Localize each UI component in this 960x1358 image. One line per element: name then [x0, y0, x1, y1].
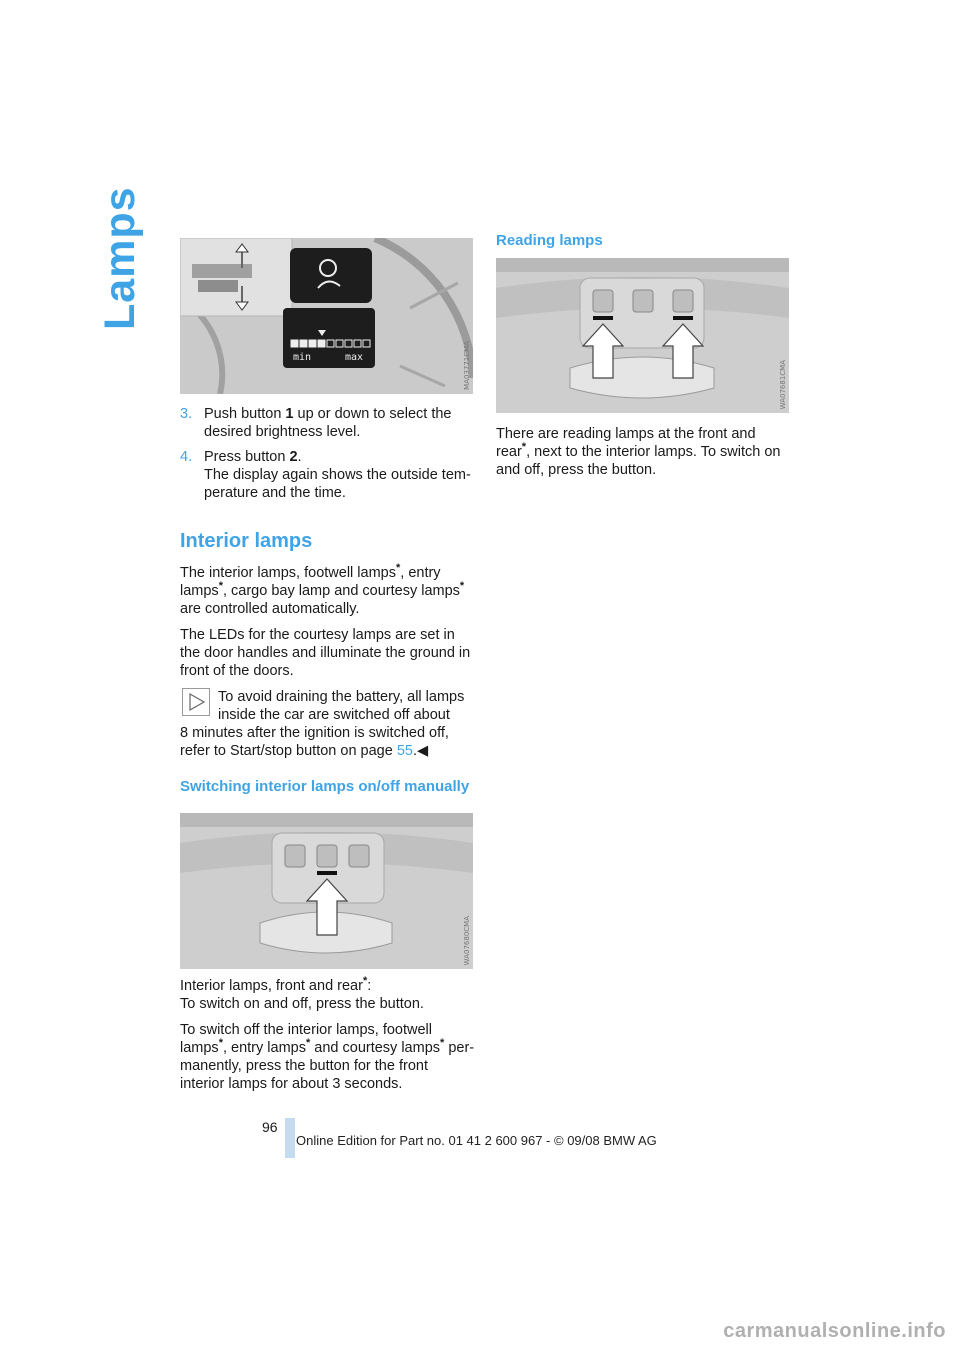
page-link[interactable]: 55 — [396, 743, 413, 759]
reading-lamps-heading: Reading lamps — [496, 232, 603, 249]
figure-code: WA07680CMA — [463, 915, 471, 965]
courtesy-led-paragraph: The LEDs for the courtesy lamps are set in the door handles and illuminate the ground in front of the doors. — [180, 627, 471, 679]
interior-lamp-figure — [180, 813, 473, 969]
section-title: Lamps — [96, 186, 144, 330]
brightness-display-figure — [180, 238, 473, 394]
interior-lamps-section — [180, 532, 476, 808]
step-text: Press button 2. The display again shows the outside tem-perature and the time. — [204, 449, 471, 501]
step-number: 3. — [180, 406, 193, 422]
scale-max-label: max — [345, 352, 364, 363]
step-text: Push button 1 up or down to select the desired brightness level. — [204, 406, 452, 440]
reading-lamps-paragraph: There are reading lamps at the front and rear*, next to the interior lamps. To switch on and off, press the button. — [496, 426, 781, 478]
step-3 — [180, 405, 476, 441]
brightness-segment — [309, 340, 316, 347]
interior-lamps-heading: Interior lamps — [180, 530, 313, 552]
watermark: carmanualsonline.info — [723, 1320, 946, 1342]
end-mark: ◀ — [417, 743, 429, 759]
interior-lamps-caption: Interior lamps, front and rear*: To switch on and off, press the button. — [180, 975, 424, 1012]
interior-lamps-paragraph: The interior lamps, footwell lamps*, entry lamps*, cargo bay lamp and courtesy lamps* are controlled automatically. — [180, 562, 465, 617]
step-4 — [180, 448, 476, 502]
left-column — [180, 405, 476, 509]
scale-min-label: min — [293, 352, 312, 363]
overhead-console-illustration — [180, 813, 473, 969]
footer-bar — [285, 1118, 295, 1158]
figure-code: MA03771CMA — [463, 341, 471, 390]
step-number: 4. — [180, 449, 193, 465]
footer-edition: Online Edition for Part no. 01 41 2 600 967 - © 09/08 BMW AG — [296, 1133, 657, 1148]
brightness-segment — [318, 340, 325, 347]
switch-off-paragraph: To switch off the interior lamps, footwell lamps*, entry lamps* and courtesy lamps* per-manently, press the button for the front interior lamps for about 3 seconds. — [180, 1022, 475, 1092]
note-triangle-icon — [182, 688, 210, 721]
reading-lamps-text — [496, 425, 792, 487]
switching-heading: Switching interior lamps on/off manually — [180, 778, 470, 795]
page-number: 96 — [262, 1119, 278, 1135]
reading-lamp-illustration — [496, 258, 789, 413]
figure-code: WA07681CMA — [779, 359, 787, 409]
battery-note: To avoid draining the battery, all lamps inside the car are switched off about 8 minutes after the ignition is switched off, refer to Start/stop button on page 55.◀ — [180, 689, 465, 759]
switching-section-text — [180, 977, 476, 1101]
brightness-segment — [291, 340, 298, 347]
reading-lamp-figure — [496, 258, 789, 413]
brightness-segment — [300, 340, 307, 347]
instrument-cluster-illustration — [180, 238, 473, 394]
